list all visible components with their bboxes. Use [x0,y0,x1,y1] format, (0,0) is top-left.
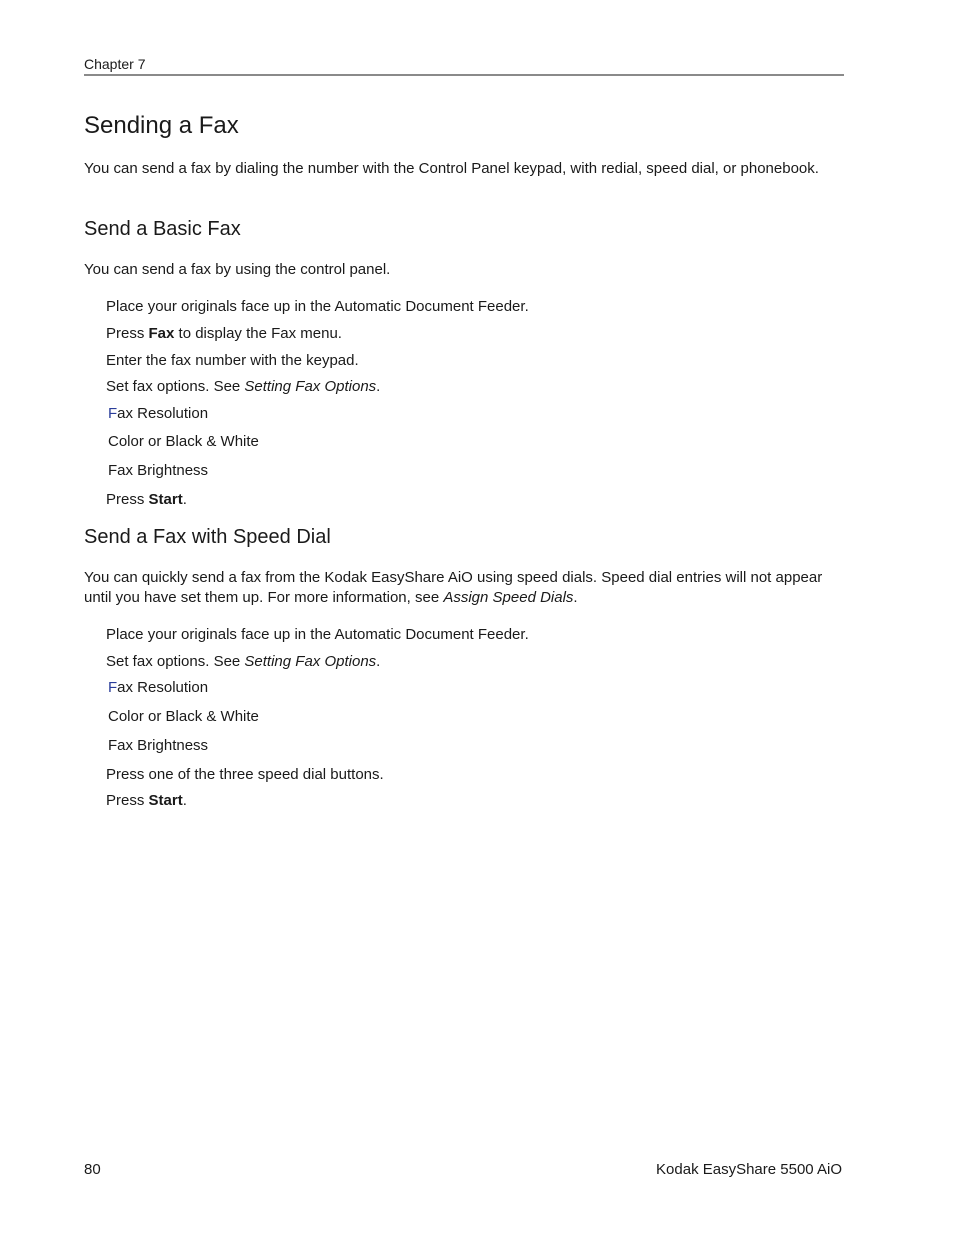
basic-step-2 [106,325,342,342]
cross-reference: Setting Fax Options [244,653,377,670]
basic-intro: You can send a fax by using the control panel. [84,261,391,278]
basic-option-color: Color or Black & White [108,433,259,450]
basic-step-3: Enter the fax number with the keypad. [106,352,359,369]
cross-reference: Setting Fax Options [244,378,377,395]
page-title: Sending a Fax [84,112,239,139]
speed-step-4 [106,792,187,809]
step-text: Press [106,792,149,809]
step-text: Set fax options. See [106,653,245,670]
intro-text: You can quickly send a fax from the Kodak EasyShare AiO using speed dials. Speed dial entries will not appear until you have set them up. For more information, see [84,569,823,606]
step-text: . [376,378,381,395]
option-text: ax Resolution [117,679,209,696]
cross-reference: Assign Speed Dials [443,589,574,606]
option-initial: F [108,405,118,422]
section-heading-speed-dial: Send a Fax with Speed Dial [84,526,331,548]
speed-option-brightness: Fax Brightness [108,737,209,754]
speed-option-resolution [108,679,208,696]
basic-step-5 [106,491,187,508]
start-key-label: Start [148,792,183,809]
basic-step-4 [106,378,380,395]
header-divider [84,74,844,76]
intro-paragraph: You can send a fax by dialing the number with the Control Panel keypad, with redial, speed dial, or phonebook. [84,160,819,177]
section-heading-basic: Send a Basic Fax [84,218,241,240]
speed-option-color: Color or Black & White [108,708,259,725]
speed-step-3: Press one of the three speed dial buttons. [106,766,384,783]
start-key-label: Start [148,491,183,508]
basic-step-1: Place your originals face up in the Automatic Document Feeder. [106,298,529,315]
step-text: to display the Fax menu. [174,325,342,342]
option-text: ax Resolution [117,405,209,422]
step-text: . [182,792,187,809]
speed-intro [84,568,824,608]
step-text: Press [106,491,149,508]
intro-text: . [573,589,578,606]
option-initial: F [108,679,118,696]
fax-key-label: Fax [148,325,175,342]
chapter-label: Chapter 7 [84,56,146,72]
basic-option-brightness: Fax Brightness [108,462,209,479]
step-text: . [182,491,187,508]
speed-step-1: Place your originals face up in the Automatic Document Feeder. [106,626,529,643]
product-name: Kodak EasyShare 5500 AiO [656,1161,842,1178]
step-text: Set fax options. See [106,378,245,395]
step-text: Press [106,325,149,342]
speed-step-2 [106,653,380,670]
basic-option-resolution [108,405,208,422]
step-text: . [376,653,381,670]
page-number: 80 [84,1161,101,1178]
